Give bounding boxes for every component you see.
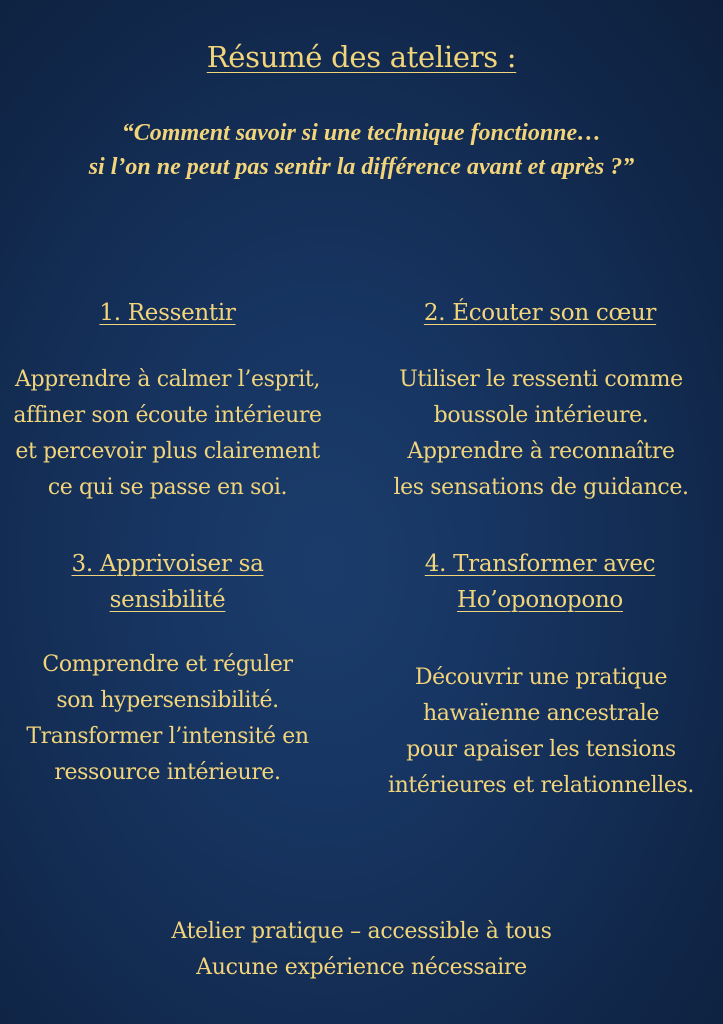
section-1-body: Apprendre à calmer l’esprit, affiner son écoute intérieure et percevoir plus clairement ce qui se passe en soi. (13, 367, 322, 500)
section-4-title: 4. Transformer avec Ho’oponopono (424, 551, 656, 613)
footer-line-2: Aucune expérience nécessaire (196, 955, 527, 980)
quote-line-1: “Comment savoir si une technique fonctionne… (121, 120, 602, 146)
footer-line-1: Atelier pratique – accessible à tous (171, 919, 552, 944)
intro-quote (0, 116, 723, 184)
section-1-title: 1. Ressentir (99, 300, 236, 326)
section-3-title: 3. Apprivoiser sa sensibilité (71, 551, 264, 613)
section-3-body: Comprendre et réguler son hypersensibilité. Transformer l’intensité en ressource intérieure. (26, 652, 309, 785)
page-title: Résumé des ateliers : (206, 40, 517, 74)
section-4-body: Découvrir une pratique hawaïenne ancestrale pour apaiser les tensions intérieures et relationnelles. (387, 665, 695, 798)
quote-line-2: si l’on ne peut pas sentir la différence avant et après ?” (88, 154, 635, 180)
section-2-body: Utiliser le ressenti comme boussole intérieure. Apprendre à reconnaître les sensations de guidance. (393, 367, 689, 500)
footer-note (0, 914, 723, 986)
section-2-title: 2. Écouter son cœur (423, 300, 657, 326)
